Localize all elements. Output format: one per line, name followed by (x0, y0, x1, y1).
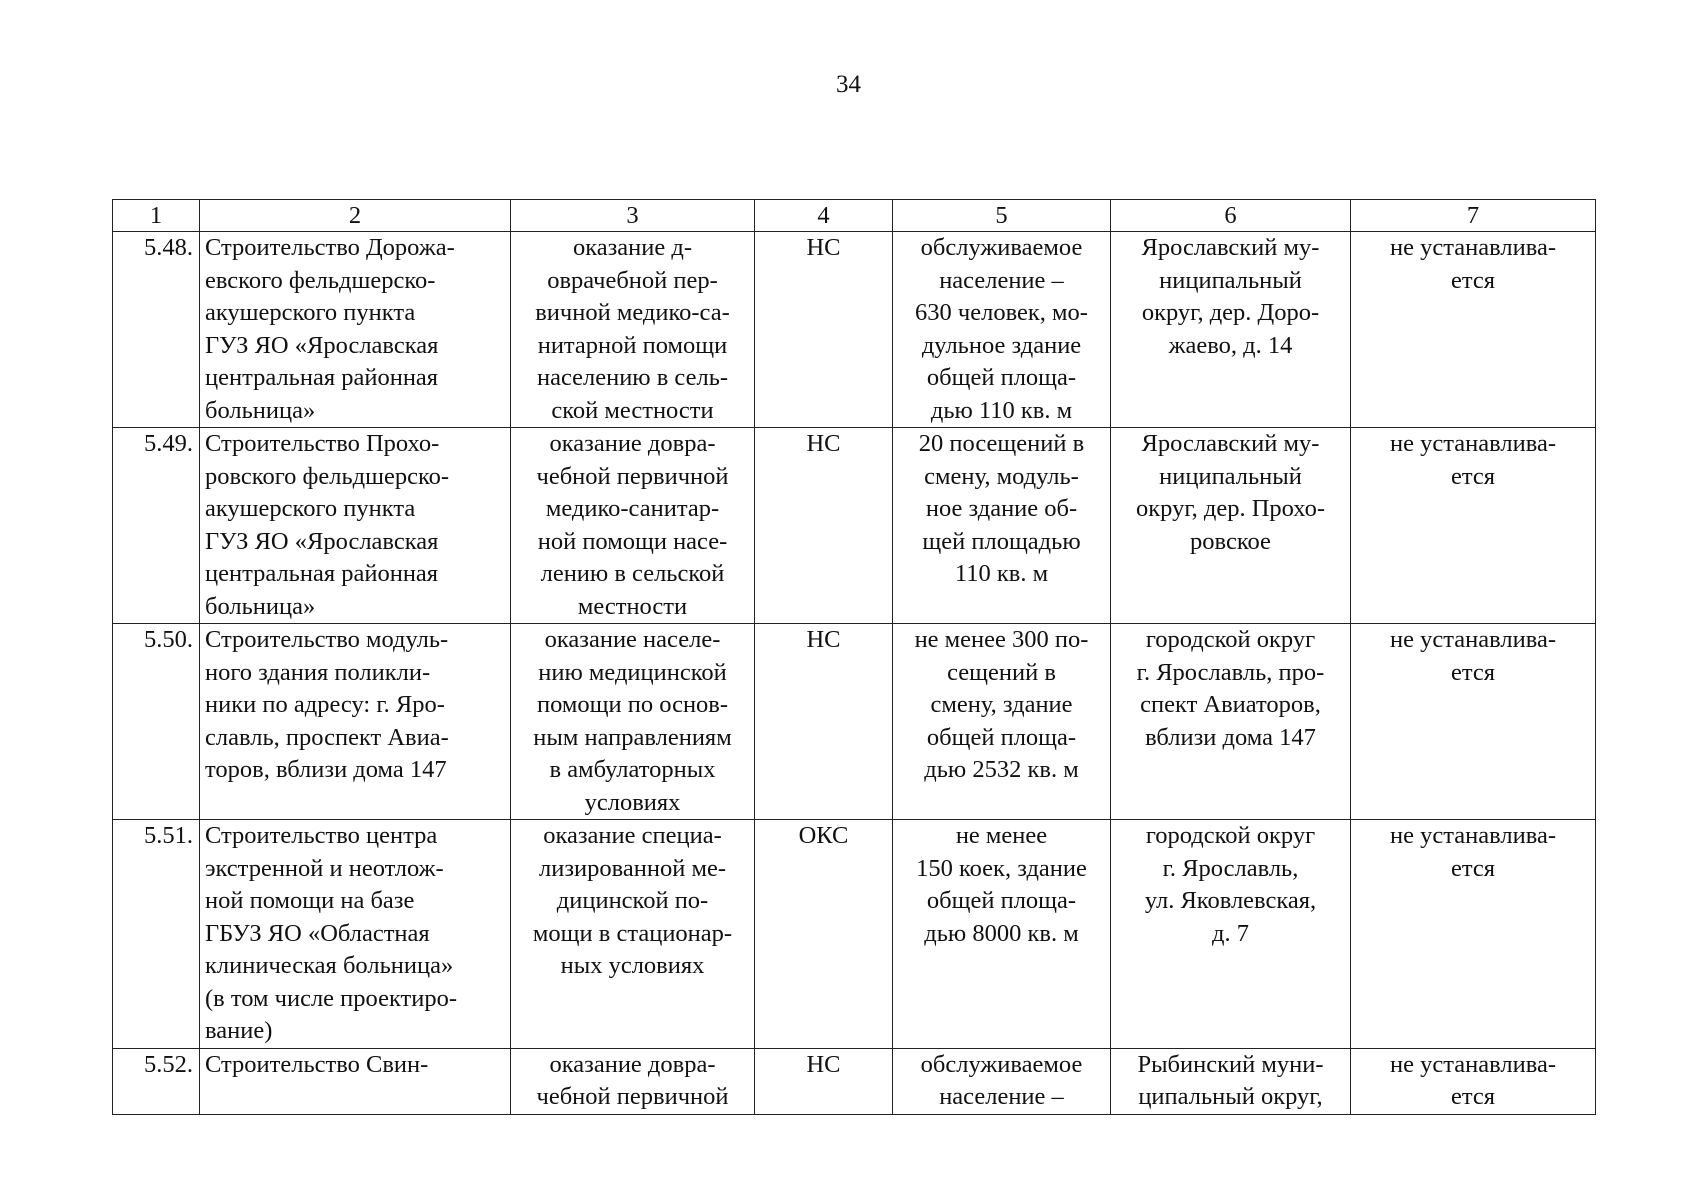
object-purpose: оказание довра- чебной первичной (511, 1048, 755, 1114)
table-row (113, 820, 1596, 1049)
objects-table (112, 199, 1596, 1115)
row-number: 5.51. (113, 820, 200, 1049)
object-zone: не устанавлива- ется (1351, 624, 1596, 820)
object-name: Строительство Свин- (200, 1048, 511, 1114)
column-header-7: 7 (1351, 200, 1596, 232)
object-capacity: 20 посещений в смену, модуль- ное здание об- щей площадью 110 кв. м (893, 428, 1111, 624)
header-row (113, 200, 1596, 232)
object-capacity: обслуживаемое население – 630 человек, мо- дульное здание общей площа- дью 110 кв. м (893, 232, 1111, 428)
page-number: 34 (836, 71, 861, 98)
row-number: 5.50. (113, 624, 200, 820)
object-type: ОКС (755, 820, 893, 1049)
object-name: Строительство модуль- ного здания поликли- ники по адресу: г. Яро- славль, проспект Авиа- торов, вблизи дома 147 (200, 624, 511, 820)
row-number: 5.48. (113, 232, 200, 428)
column-header-2: 2 (200, 200, 511, 232)
column-header-3: 3 (511, 200, 755, 232)
table-row (113, 232, 1596, 428)
column-header-1: 1 (113, 200, 200, 232)
object-type: НС (755, 1048, 893, 1114)
object-purpose: оказание специа- лизированной ме- дицинской по- мощи в стационар- ных условиях (511, 820, 755, 1049)
object-type: НС (755, 232, 893, 428)
object-name: Строительство Дорожа- евского фельдшерско- акушерского пункта ГУЗ ЯО «Ярославская центральная районная больница» (200, 232, 511, 428)
column-header-5: 5 (893, 200, 1111, 232)
row-number: 5.49. (113, 428, 200, 624)
object-location: Ярославский му- ниципальный округ, дер. Доро- жаево, д. 14 (1111, 232, 1351, 428)
table-row (113, 1048, 1596, 1114)
table-row (113, 428, 1596, 624)
object-location: Ярославский му- ниципальный округ, дер. Прохо- ровское (1111, 428, 1351, 624)
table-row (113, 624, 1596, 820)
object-location: Рыбинский муни- ципальный округ, (1111, 1048, 1351, 1114)
object-purpose: оказание д- оврачебной пер- вичной медико-са- нитарной помощи населению в сель- ской местности (511, 232, 755, 428)
object-location: городской округ г. Ярославль, про- спект Авиаторов, вблизи дома 147 (1111, 624, 1351, 820)
object-name: Строительство Прохо- ровского фельдшерско- акушерского пункта ГУЗ ЯО «Ярославская центральная районная больница» (200, 428, 511, 624)
object-zone: не устанавлива- ется (1351, 1048, 1596, 1114)
object-capacity: обслуживаемое население – (893, 1048, 1111, 1114)
object-zone: не устанавлива- ется (1351, 428, 1596, 624)
object-zone: не устанавлива- ется (1351, 820, 1596, 1049)
column-header-6: 6 (1111, 200, 1351, 232)
object-type: НС (755, 624, 893, 820)
column-header-4: 4 (755, 200, 893, 232)
object-zone: не устанавлива- ется (1351, 232, 1596, 428)
object-capacity: не менее 150 коек, здание общей площа- дью 8000 кв. м (893, 820, 1111, 1049)
object-type: НС (755, 428, 893, 624)
object-purpose: оказание довра- чебной первичной медико-санитар- ной помощи насе- лению в сельской местности (511, 428, 755, 624)
object-purpose: оказание населе- нию медицинской помощи по основ- ным направлениям в амбулаторных условиях (511, 624, 755, 820)
object-name: Строительство центра экстренной и неотлож- ной помощи на базе ГБУЗ ЯО «Областная клиническая больница» (в том числе проектиро- вание) (200, 820, 511, 1049)
object-capacity: не менее 300 по- сещений в смену, здание общей площа- дью 2532 кв. м (893, 624, 1111, 820)
object-location: городской округ г. Ярославль, ул. Яковлевская, д. 7 (1111, 820, 1351, 1049)
row-number: 5.52. (113, 1048, 200, 1114)
